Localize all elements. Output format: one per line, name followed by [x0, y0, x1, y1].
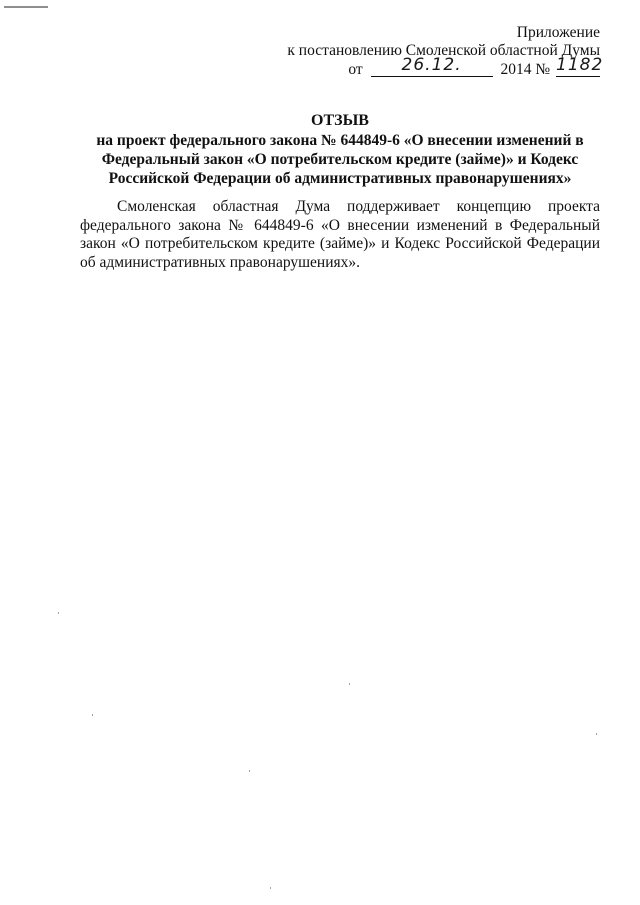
document-title: ОТЗЫВ [311, 112, 369, 129]
handwritten-date: 26.12. [401, 55, 462, 75]
scan-speck [92, 714, 93, 716]
date-prefix: от [348, 61, 363, 78]
number-field [556, 55, 604, 77]
year-text: 2014 [500, 61, 532, 78]
document-title-block [80, 111, 600, 188]
scan-corner-mark [4, 6, 48, 8]
scan-speck [596, 733, 597, 735]
subtitle-line-2: Федеральный закон «О потребительском кредите (займе)» и Кодекс [101, 151, 579, 168]
attachment-header [287, 24, 604, 79]
scan-speck [349, 683, 350, 685]
scan-speck [58, 612, 59, 614]
attachment-label: Приложение [516, 24, 600, 41]
scan-speck [249, 770, 250, 772]
date-number-line [287, 55, 604, 79]
number-sign: № [535, 61, 551, 78]
scan-speck [270, 887, 271, 889]
subtitle-line-1: на проект федерального закона № 644849-6 «О внесении изменений в [96, 132, 584, 149]
date-field [371, 55, 493, 77]
resolution-reference: к постановлению Смоленской областной Думы [287, 42, 600, 59]
handwritten-number: 1182 [556, 55, 604, 75]
subtitle-line-3: Российской Федерации об административных правонарушениях» [108, 170, 572, 187]
body-paragraph: Смоленская областная Дума поддерживает концепцию проекта федерального закона № 644849-6 «О внесении изменений в Федеральный закон «О потребительском кредите (займе)» и Кодекс Российской Федерации об административных правонарушениях». [80, 198, 600, 271]
